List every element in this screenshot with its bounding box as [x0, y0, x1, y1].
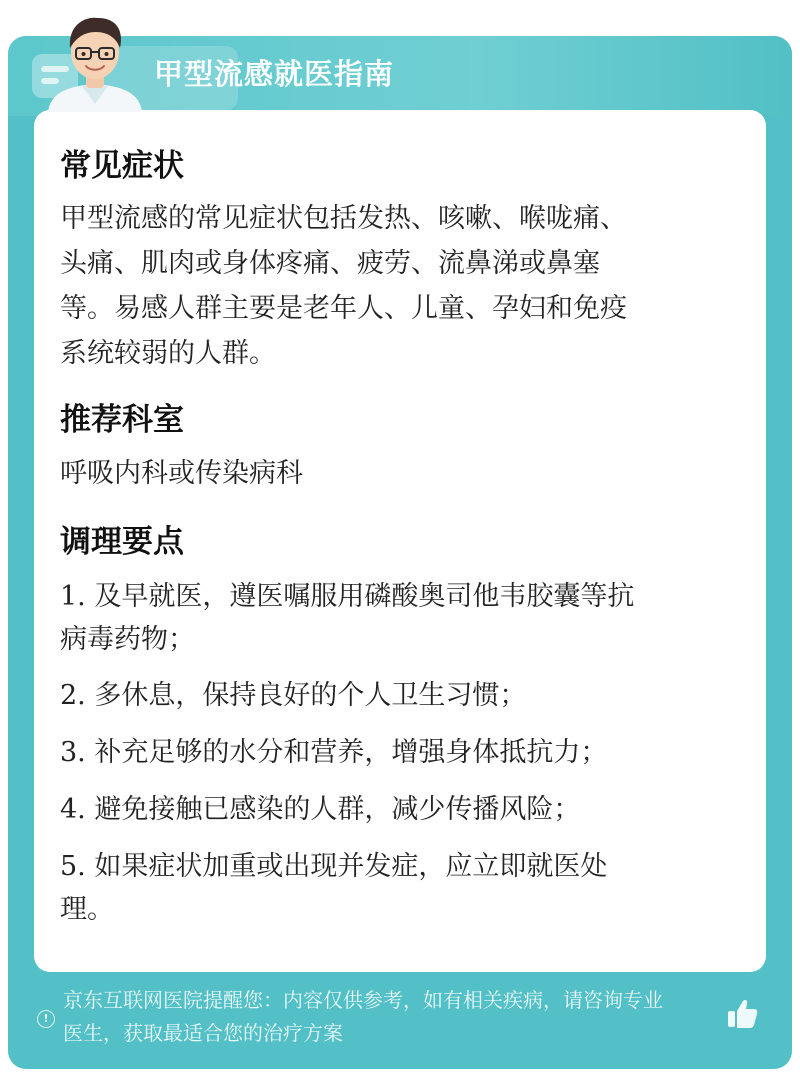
- list-item-text: 多休息，保持良好的个人卫生习惯；: [94, 680, 527, 711]
- list-item-text: 及早就医，遵医嘱服用磷酸奥司他韦胶囊等抗: [94, 581, 635, 612]
- list-item: [60, 845, 730, 931]
- list-item-number: 2.: [60, 680, 86, 711]
- disclaimer-line: 京东互联网医院提醒您：内容仅供参考，如有相关疾病，请咨询专业: [63, 988, 663, 1012]
- list-item: [60, 731, 730, 774]
- thumbs-up-icon[interactable]: [724, 996, 760, 1032]
- disclaimer-line: 医生，获取最适合您的治疗方案: [63, 1021, 343, 1045]
- department-text: 呼吸内科或传染病科: [60, 458, 303, 489]
- list-item-text: 理。: [60, 894, 114, 925]
- symptoms-line: 等。易感人群主要是老年人、儿童、孕妇和免疫: [60, 293, 627, 324]
- list-item-number: 5.: [60, 851, 86, 882]
- page-title: 甲型流感就医指南: [154, 57, 395, 91]
- info-icon: !: [37, 1010, 55, 1028]
- list-item: [60, 575, 730, 661]
- department-heading: 推荐科室: [60, 402, 184, 438]
- guide-frame: [8, 36, 792, 1069]
- list-item: [60, 788, 730, 831]
- symptoms-line: 系统较弱的人群。: [60, 338, 276, 369]
- list-item: [60, 674, 730, 717]
- list-item-text: 避免接触已感染的人群，减少传播风险；: [94, 794, 581, 825]
- content-card: [34, 110, 766, 972]
- list-item-number: 3.: [60, 737, 86, 768]
- symptoms-line: 甲型流感的常见症状包括发热、咳嗽、喉咙痛、: [60, 203, 627, 234]
- list-item-text: 如果症状加重或出现并发症，应立即就医处: [94, 851, 608, 882]
- list-item-number: 4.: [60, 794, 86, 825]
- footer: [8, 976, 792, 1069]
- symptoms-line: 头痛、肌肉或身体疼痛、疲劳、流鼻涕或鼻塞: [60, 248, 600, 279]
- disclaimer-text: [63, 984, 733, 1050]
- care-heading: 调理要点: [60, 524, 184, 560]
- list-item-text: 病毒药物；: [60, 624, 195, 655]
- symptoms-heading: 常见症状: [60, 148, 184, 184]
- list-item-number: 1.: [60, 581, 86, 612]
- symptoms-text: [60, 196, 730, 376]
- doctor-avatar: [40, 10, 150, 112]
- list-item-text: 补充足够的水分和营养，增强身体抵抗力；: [94, 737, 608, 768]
